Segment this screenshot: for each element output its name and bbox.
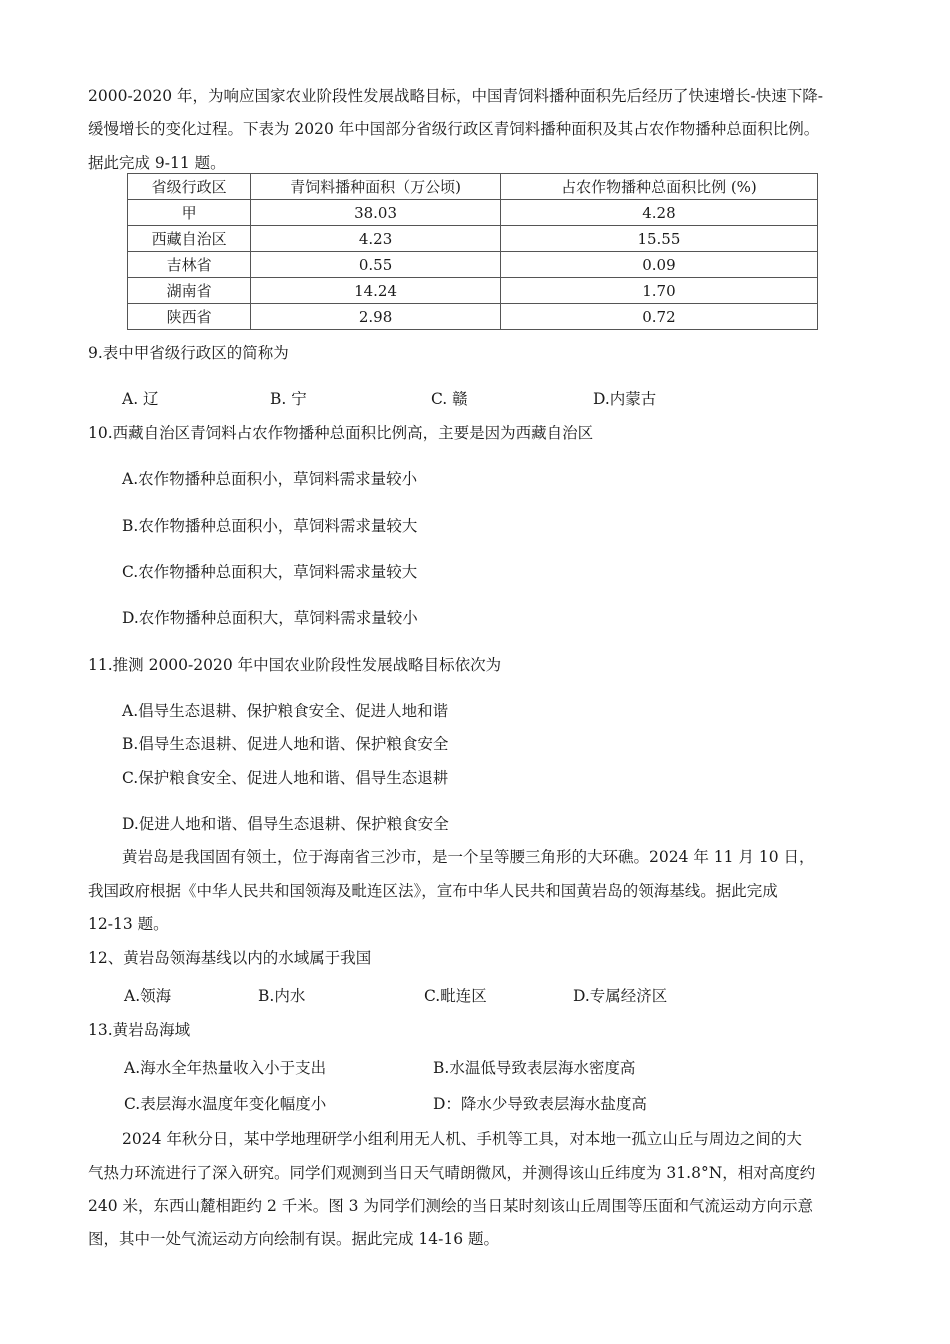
q13-option-b: B.水温低导致表层海水密度高 [433,1059,636,1077]
table-cell: 38.03 [251,200,501,226]
table-header-cell: 省级行政区 [128,174,251,200]
q12-stem: 12、黄岩岛领海基线以内的水域属于我国 [88,949,372,967]
q9-stem: 9.表中甲省级行政区的简称为 [88,344,289,362]
q13-stem: 13.黄岩岛海域 [88,1021,191,1039]
table-cell: 湖南省 [128,278,251,304]
q12-option-b: B.内水 [258,987,306,1005]
q10-option-a: A.农作物播种总面积小，草饲料需求量较小 [122,470,418,488]
q11-option-c: C.保护粮食安全、促进人地和谐、倡导生态退耕 [122,769,449,787]
table-row [128,226,818,252]
intro3-line1: 2024 年秋分日，某中学地理研学小组利用无人机、手机等工具，对本地一孤立山丘与周边之间的大 [122,1130,802,1148]
q13-option-d: D：降水少导致表层海水盐度高 [433,1095,647,1113]
intro2-line3: 12-13 题。 [88,915,169,933]
q10-option-c: C.农作物播种总面积大，草饲料需求量较大 [122,563,418,581]
q12-option-d: D.专属经济区 [573,987,668,1005]
table-cell: 15.55 [500,226,817,252]
table-row [128,252,818,278]
table-cell: 0.09 [500,252,817,278]
table-cell: 2.98 [251,304,501,330]
table-cell: 14.24 [251,278,501,304]
q11-stem: 11.推测 2000-2020 年中国农业阶段性发展战略目标依次为 [88,656,502,674]
q13-option-a: A.海水全年热量收入小于支出 [124,1059,327,1077]
q10-option-d: D.农作物播种总面积大，草饲料需求量较小 [122,609,418,627]
table-cell: 0.72 [500,304,817,330]
q10-option-b: B.农作物播种总面积小，草饲料需求量较大 [122,517,418,535]
q11-option-b: B.倡导生态退耕、促进人地和谐、保护粮食安全 [122,735,449,753]
table-header-cell: 青饲料播种面积（万公顷) [251,174,501,200]
table-cell: 西藏自治区 [128,226,251,252]
intro3-line3: 240 米，东西山麓相距约 2 千米。图 3 为同学们测绘的当日某时刻该山丘周围等压面和气流运动方向示意 [88,1197,813,1215]
table-row [128,200,818,226]
q9-option-b: B. 宁 [270,390,307,408]
q9-option-a: A. 辽 [122,390,159,408]
table-cell: 4.23 [251,226,501,252]
q12-option-c: C.毗连区 [424,987,487,1005]
q11-option-a: A.倡导生态退耕、保护粮食安全、促进人地和谐 [122,702,449,720]
table-header-cell: 占农作物播种总面积比例 (%) [500,174,817,200]
q13-option-c: C.表层海水温度年变化幅度小 [124,1095,327,1113]
q9-option-c: C. 赣 [431,390,468,408]
q12-option-a: A.领海 [124,987,172,1005]
intro1-line2: 缓慢增长的变化过程。下表为 2020 年中国部分省级行政区青饲料播种面积及其占农作物播种总面积比例。 [88,120,820,138]
intro1-line1: 2000-2020 年，为响应国家农业阶段性发展战略目标，中国青饲料播种面积先后经历了快速增长-快速下降- [88,87,824,105]
intro2-line2: 我国政府根据《中华人民共和国领海及毗连区法》，宣布中华人民共和国黄岩岛的领海基线。据此完成 [88,882,778,900]
table-cell: 4.28 [500,200,817,226]
q9-option-d: D.内蒙古 [593,390,657,408]
intro2-line1: 黄岩岛是我国固有领土，位于海南省三沙市，是一个呈等腰三角形的大环礁。2024 年 11 月 10 日， [122,848,815,866]
intro1-line3: 据此完成 9-11 题。 [88,154,226,172]
table-header-row [128,174,818,200]
q11-option-d: D.促进人地和谐、倡导生态退耕、保护粮食安全 [122,815,449,833]
intro3-line4: 图，其中一处气流运动方向绘制有误。据此完成 14-16 题。 [88,1230,500,1248]
table-cell: 1.70 [500,278,817,304]
table-row [128,304,818,330]
table-row [128,278,818,304]
table-cell: 陕西省 [128,304,251,330]
table-cell: 吉林省 [128,252,251,278]
data-table [127,173,818,330]
intro3-line2: 气热力环流进行了深入研究。同学们观测到当日天气晴朗微风，并测得该山丘纬度为 31.8°N，相对高度约 [88,1164,816,1182]
table-cell: 甲 [128,200,251,226]
table-cell: 0.55 [251,252,501,278]
q10-stem: 10.西藏自治区青饲料占农作物播种总面积比例高，主要是因为西藏自治区 [88,424,594,442]
